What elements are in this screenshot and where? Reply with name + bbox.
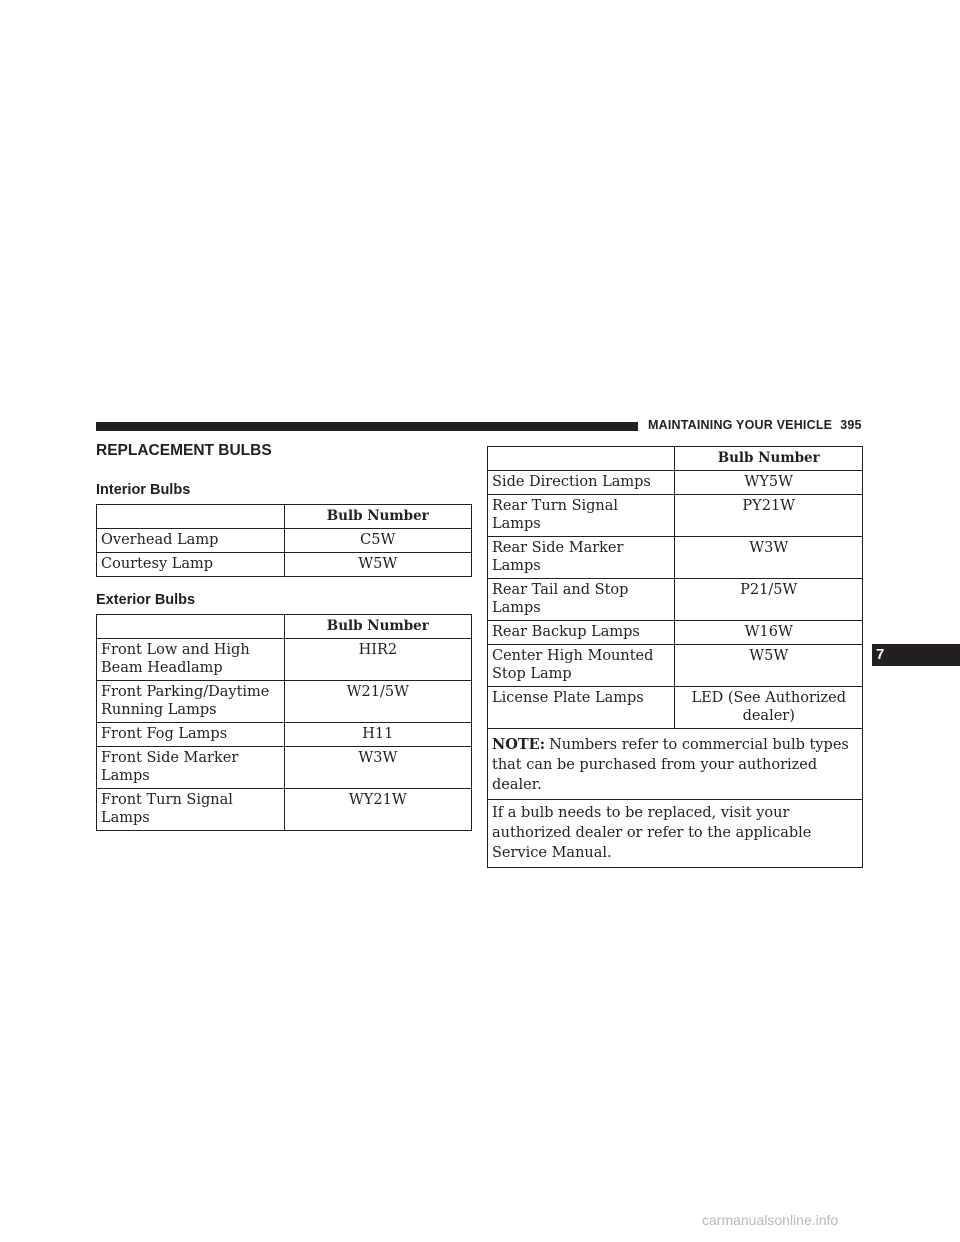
table-row [488, 645, 863, 687]
bulb-number: WY21W [284, 789, 471, 831]
table-row [97, 723, 472, 747]
header-rule [96, 422, 638, 431]
bulb-number: W5W [284, 553, 471, 577]
watermark: carmanualsonline.info [702, 1212, 839, 1228]
lamp-name: Front Turn Signal Lamps [97, 789, 285, 831]
interior-bulbs-title: Interior Bulbs [96, 482, 191, 498]
table-header-row [488, 447, 863, 471]
table-row [488, 495, 863, 537]
footer-row [488, 800, 863, 868]
lamp-name: Side Direction Lamps [488, 471, 675, 495]
table-row [97, 639, 472, 681]
table-row [488, 687, 863, 729]
table-header-empty [97, 505, 285, 529]
lamp-name: Front Low and High Beam Headlamp [97, 639, 285, 681]
lamp-name: License Plate Lamps [488, 687, 675, 729]
column-header-bulb-number: Bulb Number [675, 447, 863, 471]
lamp-name: Front Parking/Daytime Running Lamps [97, 681, 285, 723]
table-row [97, 553, 472, 577]
page-title: REPLACEMENT BULBS [96, 442, 272, 459]
column-header-bulb-number: Bulb Number [284, 505, 471, 529]
table-row [488, 579, 863, 621]
table-header-empty [488, 447, 675, 471]
bulb-number: C5W [284, 529, 471, 553]
bulb-number: P21/5W [675, 579, 863, 621]
chapter-tab: 7 [872, 644, 960, 666]
interior-bulbs-table [96, 504, 472, 577]
table-row [488, 537, 863, 579]
header-section: MAINTAINING YOUR VEHICLE [648, 418, 833, 432]
lamp-name: Rear Turn Signal Lamps [488, 495, 675, 537]
bulb-number: PY21W [675, 495, 863, 537]
note-label: NOTE: [492, 736, 546, 753]
bulb-number: HIR2 [284, 639, 471, 681]
lamp-name: Front Side Marker Lamps [97, 747, 285, 789]
bulb-number: W5W [675, 645, 863, 687]
page-number: 395 [840, 418, 862, 432]
table-row [97, 747, 472, 789]
table-row [97, 681, 472, 723]
bulb-number: WY5W [675, 471, 863, 495]
bulb-number: W21/5W [284, 681, 471, 723]
lamp-name: Rear Backup Lamps [488, 621, 675, 645]
table-header-row [97, 615, 472, 639]
note-row [488, 729, 863, 800]
bulb-number: W3W [675, 537, 863, 579]
lamp-name: Courtesy Lamp [97, 553, 285, 577]
table-header-row [97, 505, 472, 529]
lamp-name: Front Fog Lamps [97, 723, 285, 747]
lamp-name: Overhead Lamp [97, 529, 285, 553]
lamp-name: Rear Tail and Stop Lamps [488, 579, 675, 621]
bulb-number: W16W [675, 621, 863, 645]
footer-text: If a bulb needs to be replaced, visit your authorized dealer or refer to the applicable Service Manual. [488, 800, 863, 868]
lamp-name: Rear Side Marker Lamps [488, 537, 675, 579]
rear-bulbs-table [487, 446, 863, 868]
exterior-bulbs-title: Exterior Bulbs [96, 592, 196, 608]
table-row [488, 471, 863, 495]
exterior-bulbs-table [96, 614, 472, 831]
note-text: Numbers refer to commercial bulb types that can be purchased from your authorized dealer. [492, 737, 849, 793]
table-row [97, 789, 472, 831]
table-row [97, 529, 472, 553]
bulb-number: H11 [284, 723, 471, 747]
bulb-number: W3W [284, 747, 471, 789]
table-header-empty [97, 615, 285, 639]
note-cell [488, 729, 863, 800]
lamp-name: Center High Mounted Stop Lamp [488, 645, 675, 687]
running-header [648, 418, 862, 432]
table-row [488, 621, 863, 645]
bulb-number: LED (See Authorized dealer) [675, 687, 863, 729]
column-header-bulb-number: Bulb Number [284, 615, 471, 639]
